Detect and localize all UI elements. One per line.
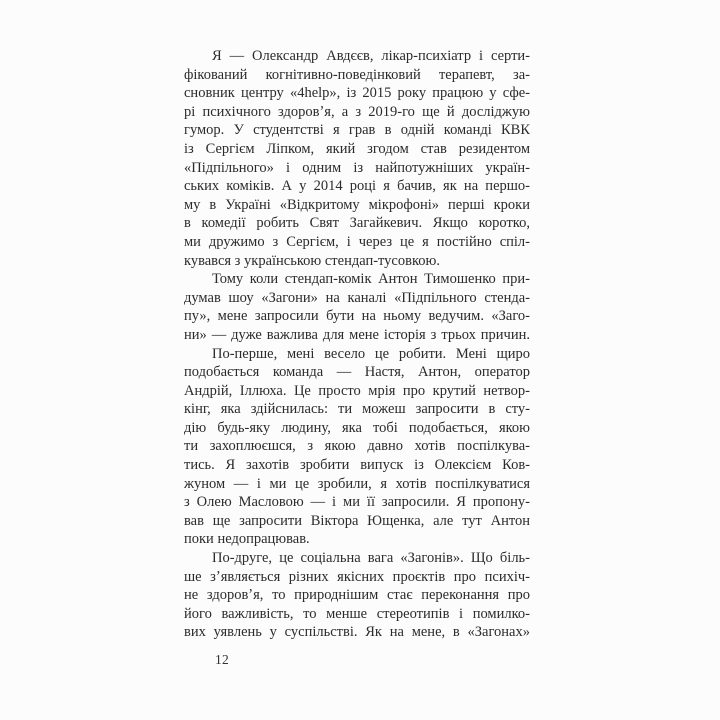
text-line: думав шоу «Загони» на каналі «Підпільного стенда-	[184, 289, 530, 306]
paragraph	[184, 549, 530, 642]
text-line: із Сергієм Ліпком, який згодом став резидентом	[184, 140, 530, 157]
text-line: ше зʼявляється різних якісних проєктів про психіч-	[184, 568, 530, 585]
text-line: поки недопрацював.	[184, 531, 310, 548]
text-line: ми дружимо з Сергієм, і через це я постійно спіл-	[184, 233, 530, 250]
text-line: кінг, яка здійснилась: ти можеш запросити в сту-	[184, 401, 530, 418]
page-number: 12	[215, 652, 230, 667]
text-line: дію будь-яку людину, яка тобі подобається, якою	[184, 419, 530, 436]
text-line: вих уявлень у суспільстві. Як на мене, в «Загонах»	[184, 624, 530, 641]
text-line: сновник центру «4help», із 2015 року працюю у сфе-	[184, 85, 530, 102]
text-line: ських коміків. А у 2014 році я бачив, як на першо-	[184, 178, 530, 195]
text-line: кувався з українською стендап-тусовкою.	[184, 252, 440, 269]
text-line: Я — Олександр Авдєєв, лікар-психіатр і серти-	[212, 48, 530, 64]
text-line: з Олею Масловою — і ми її запросили. Я пропону-	[184, 494, 530, 511]
text-line: тись. Я захотів зробити випуск із Олексієм Ков-	[184, 457, 530, 474]
text-line: Андрій, Іллюха. Це просто мрія про крутий нетвор-	[184, 382, 530, 399]
paragraph	[184, 270, 530, 344]
text-line: фікований когнітивно-поведінковий терапевт, за-	[184, 66, 530, 83]
text-line: в комедії робить Свят Загайкевич. Якщо коротко,	[184, 215, 530, 232]
text-line: його важливість, то менше стереотипів і помилко-	[184, 605, 530, 622]
paragraph	[184, 47, 530, 270]
text-line: Тому коли стендап-комік Антон Тимошенко при-	[212, 271, 530, 288]
paragraph	[184, 345, 530, 550]
text-line: ти захоплюєшся, з якою давно хотів поспілкува-	[184, 438, 530, 455]
text-line: ни» — дуже важлива для мене історія з трьох причин.	[184, 326, 530, 343]
text-line: По-перше, мені весело це робити. Мені щиро	[212, 345, 530, 362]
text-line: пу», мене запросили бути на ньому ведучим. «Заго-	[184, 308, 530, 325]
text-line: вав ще запросити Віктора Ющенка, але тут Антон	[184, 512, 530, 529]
text-line: «Підпільного» і одним із найпотужніших україн-	[184, 159, 530, 176]
page-text	[184, 47, 530, 642]
text-line: не здоровʼя, то природнішим стає переконання про	[184, 587, 530, 604]
text-line: подобається команда — Настя, Антон, оператор	[184, 364, 530, 381]
text-line: гумор. У студентстві я грав в одній команді КВК	[184, 122, 530, 139]
text-line: жуном — і ми це зробили, я хотів поспілкуватися	[184, 475, 530, 492]
text-line: рі психічного здоровʼя, а з 2019-го ще й досліджую	[184, 103, 530, 120]
text-line: По-друге, це соціальна вага «Загонів». Що біль-	[212, 550, 530, 567]
text-line: му в Україні «Відкритому мікрофоні» перші кроки	[184, 196, 530, 213]
